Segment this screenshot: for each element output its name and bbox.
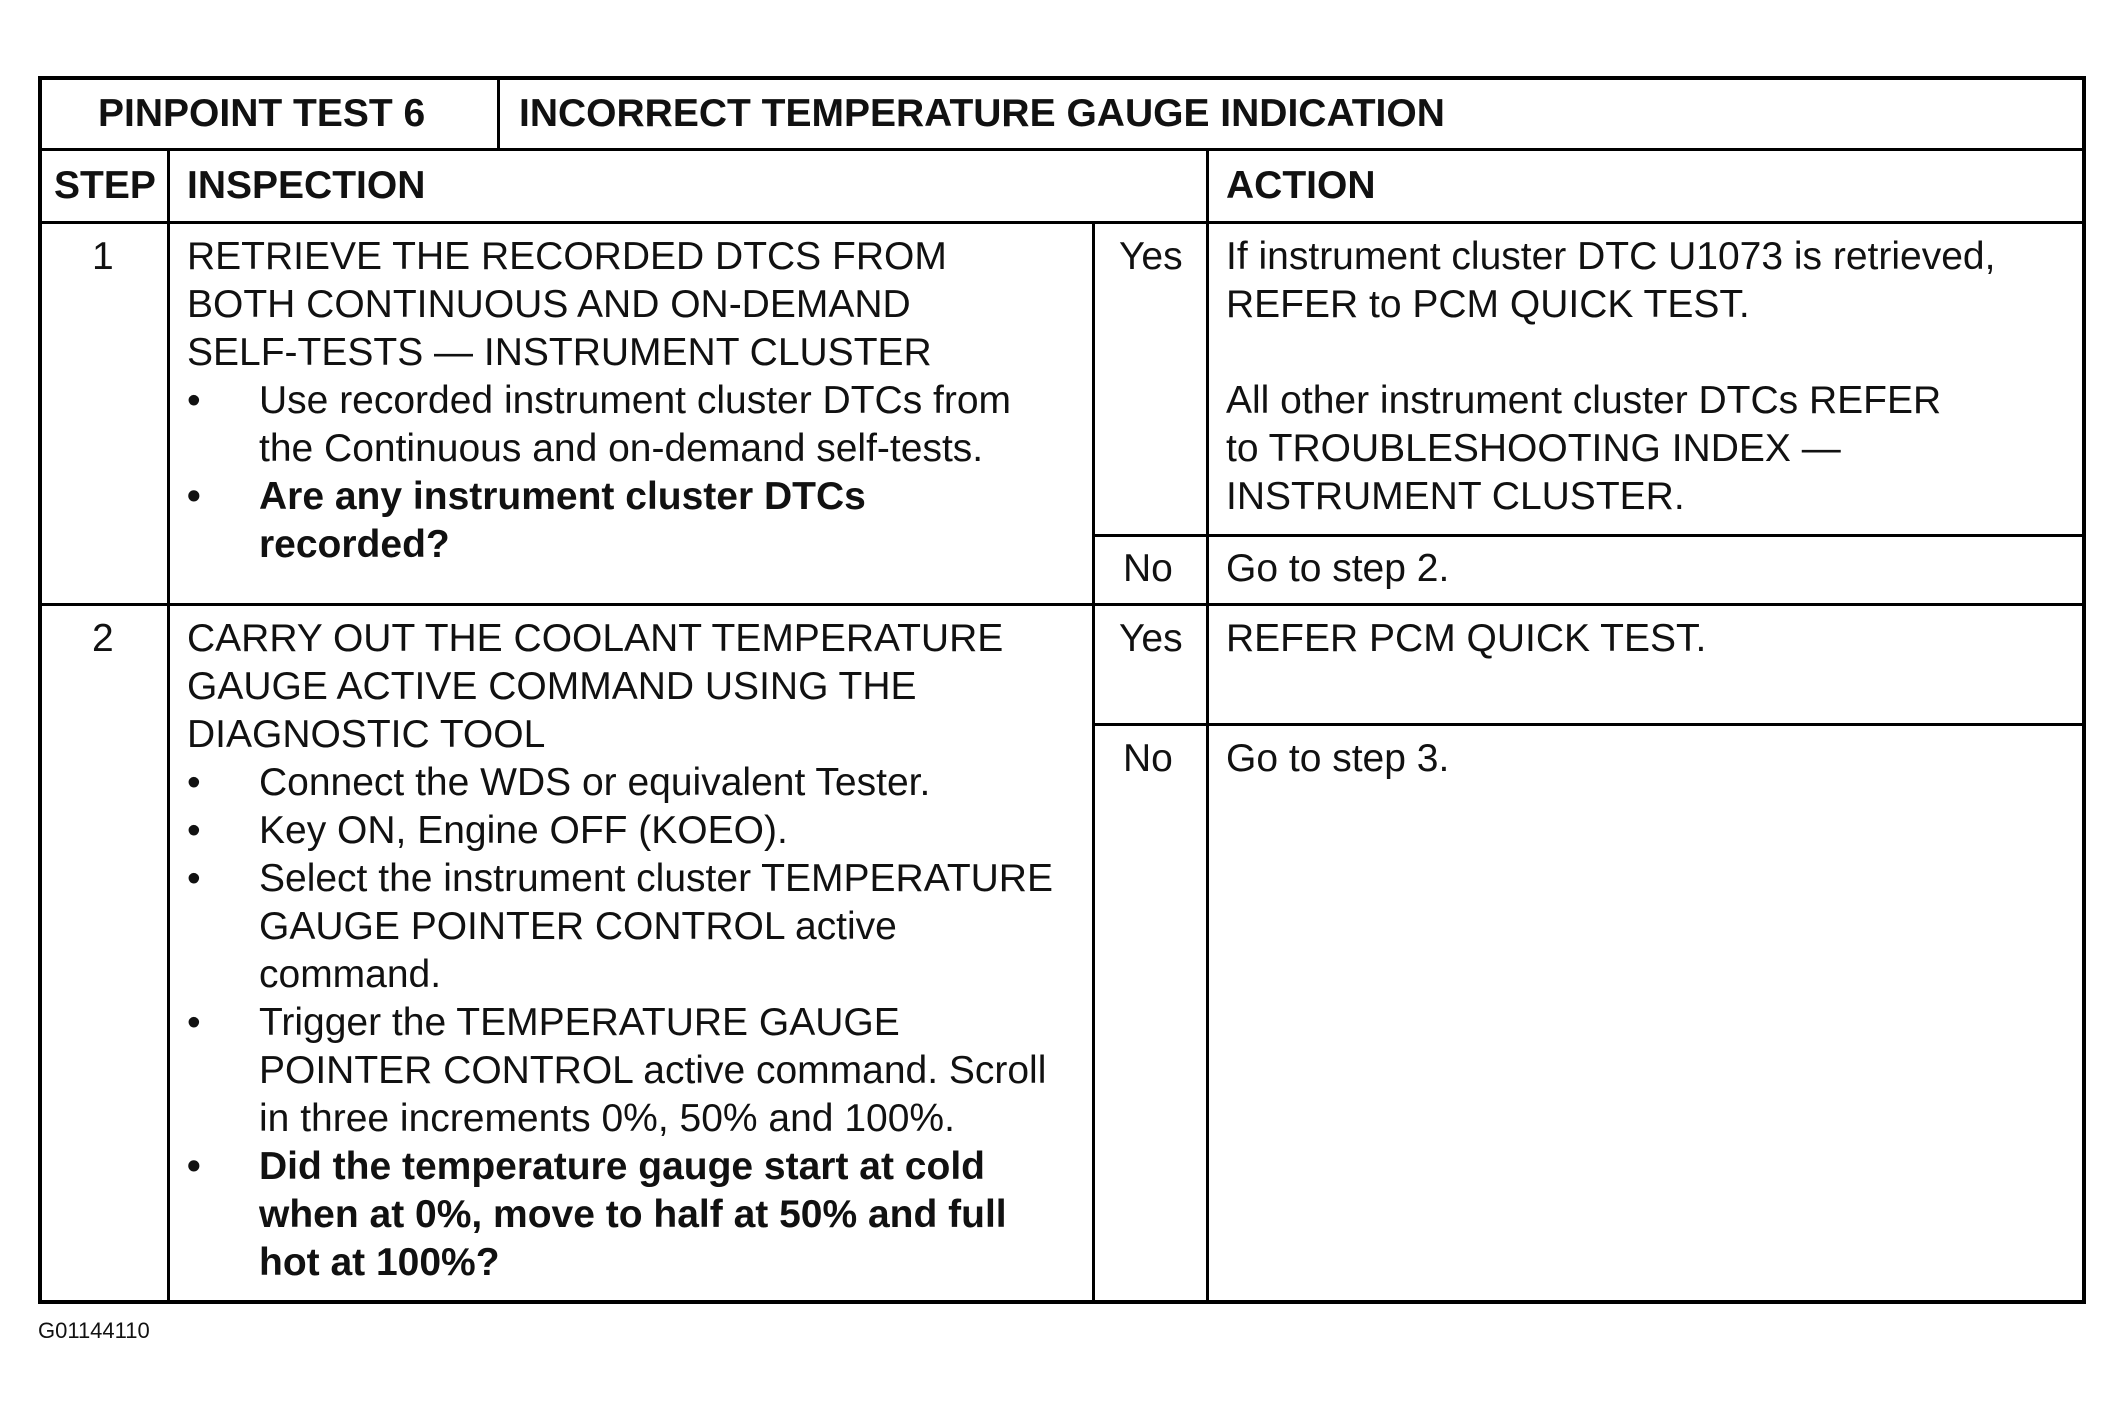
list-item xyxy=(187,473,1011,569)
step-heading-line: CARRY OUT THE COOLANT TEMPERATURE xyxy=(187,617,1004,660)
step-heading xyxy=(187,615,1003,759)
yes-action-line: INSTRUMENT CLUSTER. xyxy=(1226,475,1685,518)
list-item-line: hot at 100%? xyxy=(259,1241,500,1284)
list-item-line: GAUGE POINTER CONTROL active xyxy=(259,905,897,948)
list-item-line: POINTER CONTROL active command. Scroll xyxy=(259,1049,1047,1092)
step-number: 2 xyxy=(92,617,114,660)
step-heading-line: SELF-TESTS — INSTRUMENT CLUSTER xyxy=(187,331,932,374)
test-number-title: PINPOINT TEST 6 xyxy=(98,92,426,135)
list-item-line: • Are any instrument cluster DTCs xyxy=(259,475,866,518)
list-item-line: • Use recorded instrument cluster DTCs from xyxy=(259,379,1012,422)
yes-action-line: If instrument cluster DTC U1073 is retrieved, xyxy=(1226,235,1996,278)
list-item xyxy=(187,759,1053,807)
step-bullet-list xyxy=(187,759,1053,1287)
list-item-line: • Trigger the TEMPERATURE GAUGE xyxy=(259,1001,900,1044)
step-heading-line: GAUGE ACTIVE COMMAND USING THE xyxy=(187,665,917,708)
list-item-line: • Connect the WDS or equivalent Tester. xyxy=(259,761,931,804)
list-item-line: • Select the instrument cluster TEMPERATURE xyxy=(259,857,1053,900)
yes-label: Yes xyxy=(1119,235,1183,278)
list-item-line: recorded? xyxy=(259,523,450,566)
row-divider xyxy=(1095,534,2082,537)
row-divider xyxy=(42,221,2082,224)
step-number: 1 xyxy=(92,235,114,278)
row-divider xyxy=(42,603,2082,606)
col-divider xyxy=(1092,221,1095,1300)
list-item xyxy=(187,807,1053,855)
test-name-title: INCORRECT TEMPERATURE GAUGE INDICATION xyxy=(519,92,1445,135)
col-divider xyxy=(167,148,170,1300)
inspection-column-header: INSPECTION xyxy=(187,164,426,207)
list-item-line: in three increments 0%, 50% and 100%. xyxy=(259,1097,955,1140)
list-item-line: • Did the temperature gauge start at cold xyxy=(259,1145,985,1188)
col-divider xyxy=(497,80,500,148)
pinpoint-test-table xyxy=(38,76,2086,1304)
row-divider xyxy=(1095,723,2082,726)
list-item-line: • Key ON, Engine OFF (KOEO). xyxy=(259,809,788,852)
yes-action xyxy=(1226,233,1995,521)
no-label: No xyxy=(1123,737,1173,780)
list-item-line: command. xyxy=(259,953,442,996)
step-heading-line: RETRIEVE THE RECORDED DTCS FROM xyxy=(187,235,947,278)
yes-label: Yes xyxy=(1119,617,1183,660)
list-item-line: when at 0%, move to half at 50% and full xyxy=(259,1193,1007,1236)
action-column-header: ACTION xyxy=(1226,164,1376,207)
col-divider xyxy=(1206,148,1209,1300)
list-item xyxy=(187,377,1011,473)
list-item xyxy=(187,855,1053,999)
no-action: Go to step 2. xyxy=(1226,547,1450,590)
yes-action-line: All other instrument cluster DTCs REFER xyxy=(1226,379,1942,422)
step-heading xyxy=(187,233,947,377)
step-heading-line: DIAGNOSTIC TOOL xyxy=(187,713,546,756)
list-item-line: the Continuous and on-demand self-tests. xyxy=(259,427,984,470)
step-column-header: STEP xyxy=(54,164,156,207)
list-item xyxy=(187,1143,1053,1287)
no-label: No xyxy=(1123,547,1173,590)
yes-action: REFER PCM QUICK TEST. xyxy=(1226,617,1707,660)
step-bullet-list xyxy=(187,377,1011,569)
list-item xyxy=(187,999,1053,1143)
figure-id: G01144110 xyxy=(38,1318,150,1343)
yes-action-line: REFER to PCM QUICK TEST. xyxy=(1226,283,1750,326)
yes-action-line: to TROUBLESHOOTING INDEX — xyxy=(1226,427,1841,470)
no-action: Go to step 3. xyxy=(1226,737,1450,780)
row-divider xyxy=(42,148,2082,151)
step-heading-line: BOTH CONTINUOUS AND ON-DEMAND xyxy=(187,283,911,326)
